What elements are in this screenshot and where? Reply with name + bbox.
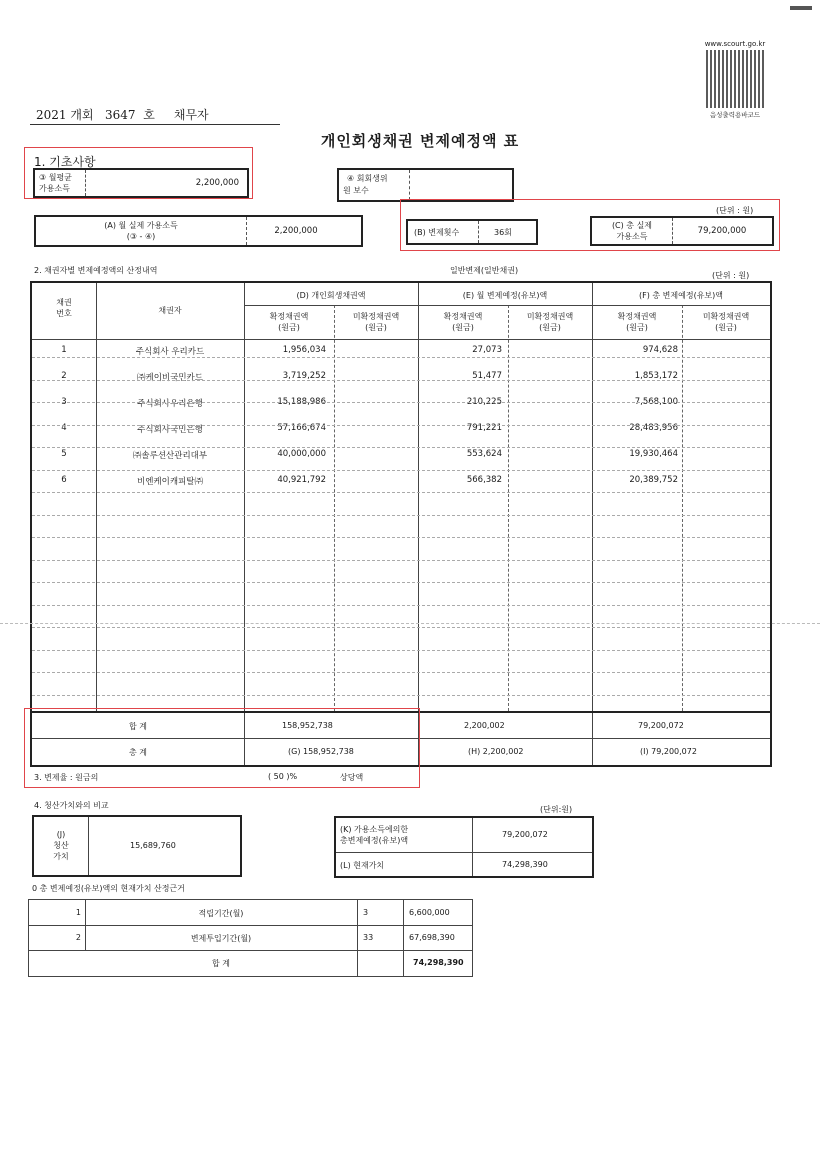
basis-row-label: 적립기간(월)	[198, 909, 244, 918]
sum-d: 158,952,738	[282, 721, 333, 730]
b-count-box	[406, 219, 538, 245]
row-no: 6	[61, 475, 67, 485]
row-creditor: 주식회사국민은행	[137, 425, 203, 435]
sec1-heading: 1. 기초사항	[34, 155, 96, 169]
col-creditor: 채권자	[158, 306, 182, 315]
row-d: 1,956,034	[282, 345, 326, 355]
row-e: 566,382	[466, 475, 502, 485]
k-label: (K) 가용소득에의한	[340, 825, 409, 834]
total-label: 총 계	[129, 748, 147, 757]
monthly-income-value: 2,200,000	[195, 178, 239, 188]
case-suffix: 호	[143, 108, 155, 122]
monthly-income-label-2: 가용소득	[39, 184, 70, 193]
c-total-box	[590, 216, 774, 246]
sub-d-fixed: 확정채권액 (원금)	[269, 312, 309, 332]
row-e: 51,477	[472, 371, 502, 381]
a-label: (A) 월 실제 가용소득	[104, 221, 178, 230]
c-value: 79,200,000	[697, 226, 747, 236]
total-h: (H) 2,200,002	[468, 747, 524, 756]
scan-line	[0, 623, 820, 624]
trustee-fee-box	[337, 168, 514, 202]
row-e: 210,225	[466, 397, 502, 407]
col-e: (E) 월 변제예정(유보)액	[462, 291, 548, 300]
basis-sum-label: 합 계	[212, 959, 230, 968]
col-d: (D) 개인회생채권액	[296, 291, 366, 300]
row-e: 791,221	[466, 423, 502, 433]
row-f: 28,483,956	[629, 423, 678, 433]
a-monthly-box	[34, 215, 363, 247]
col-f: (F) 총 변제예정(유보)액	[639, 291, 723, 300]
row-e: 553,624	[466, 449, 502, 459]
row-d: 40,000,000	[277, 449, 326, 459]
basis-heading: 0 총 변제예정(유보)액의 현재가치 산정근거	[32, 884, 185, 893]
sub-e-unfixed: 미확정채권액 (원금)	[526, 312, 574, 332]
sub-e-fixed: 확정채권액 (원금)	[443, 312, 483, 332]
a-label-2: (③ - ④)	[126, 232, 156, 241]
sec2-unit: (단위 : 원)	[712, 271, 750, 280]
k-value: 79,200,072	[502, 830, 548, 839]
corner-mark	[790, 6, 812, 10]
l-label: (L) 현재가치	[340, 861, 385, 870]
row-no: 1	[61, 345, 67, 355]
row-f: 19,930,464	[629, 449, 678, 459]
j-box: (J) 청산 가치 15,689,760	[32, 815, 242, 877]
basis-row-label: 변제투입기간(월)	[190, 934, 252, 943]
basis-row-no: 1	[75, 908, 81, 917]
role-label: 채무자	[173, 108, 209, 122]
sec4-heading: 4. 청산가치와의 비교	[34, 801, 109, 810]
sec3-suffix: 상당액	[340, 773, 364, 782]
row-creditor: ㈜케이비국민카드	[137, 373, 203, 383]
basis-row-amount: 6,600,000	[409, 908, 450, 917]
c-label-2: 가용소득	[616, 232, 648, 241]
j-label: (J)	[56, 830, 66, 839]
row-f: 974,628	[642, 345, 678, 355]
row-f: 20,389,752	[629, 475, 678, 485]
b-label: (B) 변제횟수	[414, 228, 460, 237]
sec2-heading: 2. 채권자별 변제예정액의 산정내역	[34, 266, 158, 275]
basis-row-amount: 67,698,390	[409, 933, 455, 942]
row-d: 57,166,674	[277, 423, 326, 433]
l-value: 74,298,390	[502, 860, 548, 869]
row-f: 7,568,100	[634, 397, 678, 407]
qr-caption: 음성출력용바코드	[709, 111, 761, 119]
sec4-unit: (단위:원)	[540, 805, 573, 814]
sum-e: 2,200,002	[464, 721, 505, 730]
row-d: 3,719,252	[282, 371, 326, 381]
sub-f-fixed: 확정채권액 (원금)	[617, 312, 657, 332]
sub-f-unfixed: 미확정채권액 (원금)	[702, 312, 750, 332]
kl-box: (K) 가용소득에의한 총변제예정(유보)액 79,200,072 (L) 현재가치 74,298,390	[334, 816, 594, 878]
row-e: 27,073	[472, 345, 502, 355]
row-creditor: 주식회사우리은행	[137, 399, 203, 409]
sec1-unit: (단위 : 원)	[716, 206, 754, 215]
monthly-income-label: ③ 월평균	[39, 173, 72, 182]
header-rule	[30, 124, 280, 125]
row-no: 2	[61, 371, 67, 381]
total-i: (I) 79,200,072	[640, 747, 697, 756]
trustee-fee-label: ④ 회회생위	[347, 174, 388, 183]
row-creditor: ㈜솔루션산관리대부	[132, 451, 208, 461]
sum-label: 합 계	[129, 722, 147, 731]
sec2-mode: 일반변제(일반채권)	[450, 266, 519, 275]
creditor-table	[30, 281, 772, 767]
sub-d-unfixed: 미확정채권액 (원금)	[352, 312, 400, 332]
sec3-heading: 3. 변제율 : 원금의	[34, 773, 99, 782]
page-title: 개인회생채권 변제예정액 표	[320, 132, 520, 150]
row-no: 4	[61, 423, 67, 433]
qr-site: www.scourt.go.kr	[704, 40, 766, 48]
basis-row-months: 3	[363, 908, 369, 917]
basis-row-no: 2	[75, 933, 81, 942]
case-year: 2021 개회	[36, 108, 94, 122]
row-d: 40,921,792	[277, 475, 326, 485]
c-label: (C) 총 실제	[611, 221, 653, 230]
total-g: (G) 158,952,738	[288, 747, 354, 756]
a-value: 2,200,000	[274, 226, 318, 236]
basis-table	[28, 899, 473, 977]
basis-row-months: 33	[363, 933, 374, 942]
case-header	[36, 106, 209, 123]
sec3-rate: ( 50 )%	[268, 772, 298, 781]
b-value: 36회	[494, 228, 512, 237]
j-value: 15,689,760	[130, 841, 176, 850]
monthly-income-box	[33, 168, 249, 198]
basis-sum-amount: 74,298,390	[413, 958, 464, 967]
sum-f: 79,200,072	[638, 721, 684, 730]
qr-code-icon	[706, 50, 766, 108]
row-creditor: 주식회사 우리카드	[135, 347, 205, 357]
row-no: 3	[61, 397, 67, 407]
row-d: 15,188,986	[277, 397, 326, 407]
case-number: 3647	[105, 108, 136, 122]
row-creditor: 비엔케이캐피탈㈜	[137, 477, 203, 487]
col-no: 채권 번호	[56, 298, 72, 318]
row-no: 5	[61, 449, 67, 459]
trustee-fee-label-2: 원 보수	[343, 186, 369, 195]
row-f: 1,853,172	[634, 371, 678, 381]
